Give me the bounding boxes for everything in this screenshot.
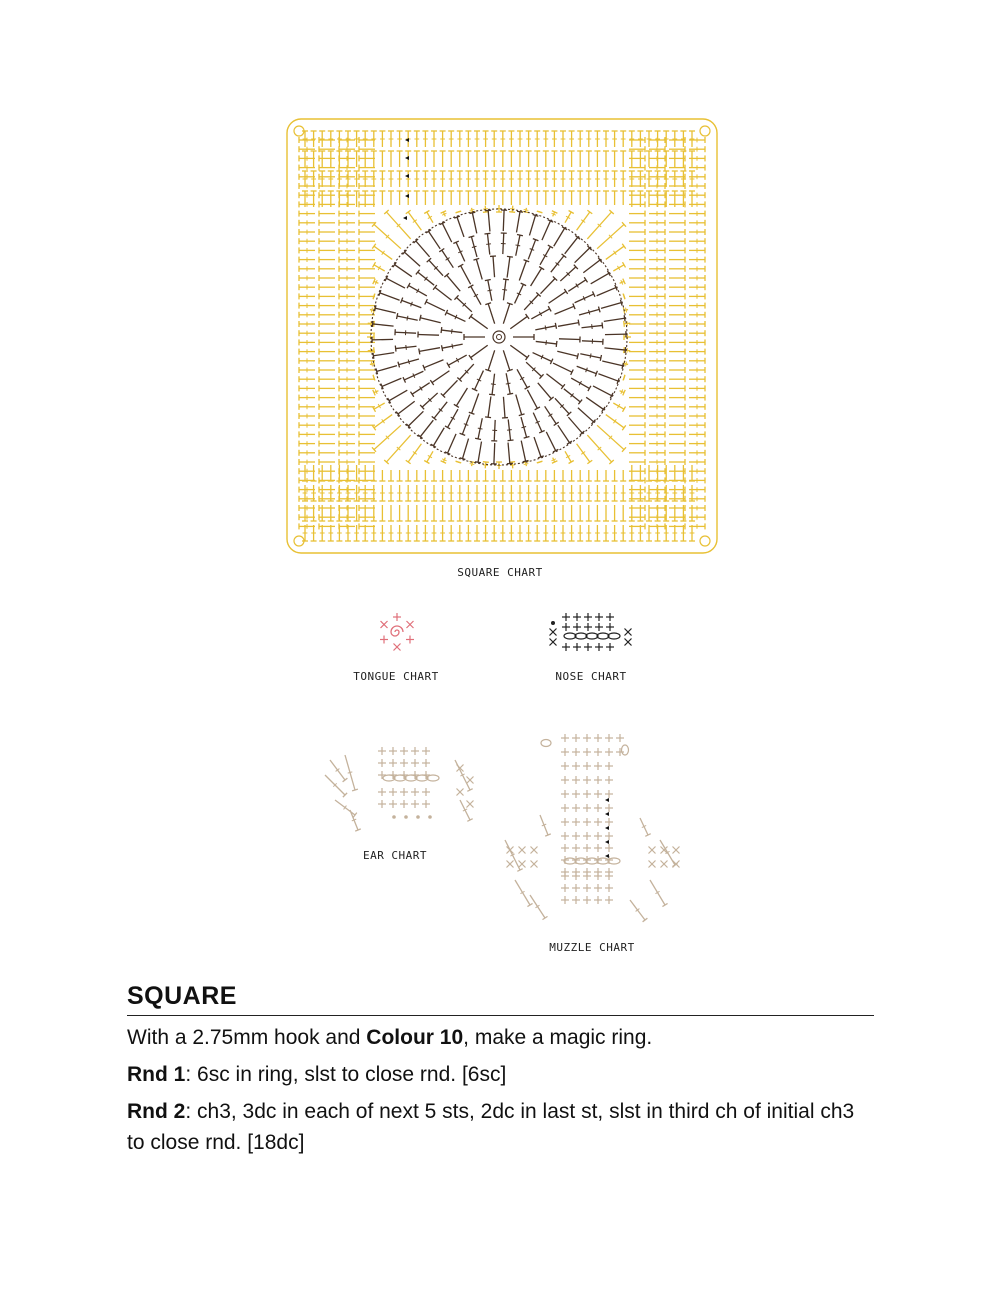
intro-pre: With a 2.75mm hook and [127,1026,367,1049]
square-chart-caption: SQUARE CHART [457,566,543,579]
ear-chart-caption: EAR CHART [362,849,428,862]
tongue-chart-caption: TONGUE CHART [353,670,439,683]
nose-chart [550,613,632,651]
round-2-text: : ch3, 3dc in each of next 5 sts, 2dc in last st, slst in third ch of initial ch3 to close rnd. [18dc] [127,1100,855,1154]
colour-name: Colour 10 [366,1026,464,1049]
ear-chart [325,747,474,831]
intro-post: , make a magic ring. [463,1026,653,1049]
square-instructions [127,982,874,1158]
nose-chart-caption: NOSE CHART [555,670,627,683]
muzzle-chart-caption: MUZZLE CHART [549,941,635,954]
round-2-label: Rnd 2 [127,1100,186,1123]
round-2-line [127,1096,874,1158]
intro-line [127,1022,874,1053]
round-1-text: : 6sc in ring, slst to close rnd. [6sc] [185,1063,507,1086]
tongue-chart [380,613,414,651]
muzzle-chart [505,734,680,922]
square-chart [287,119,717,553]
section-heading: SQUARE [127,982,874,1016]
round-1-line [127,1059,874,1090]
round-1-label: Rnd 1 [127,1063,186,1086]
